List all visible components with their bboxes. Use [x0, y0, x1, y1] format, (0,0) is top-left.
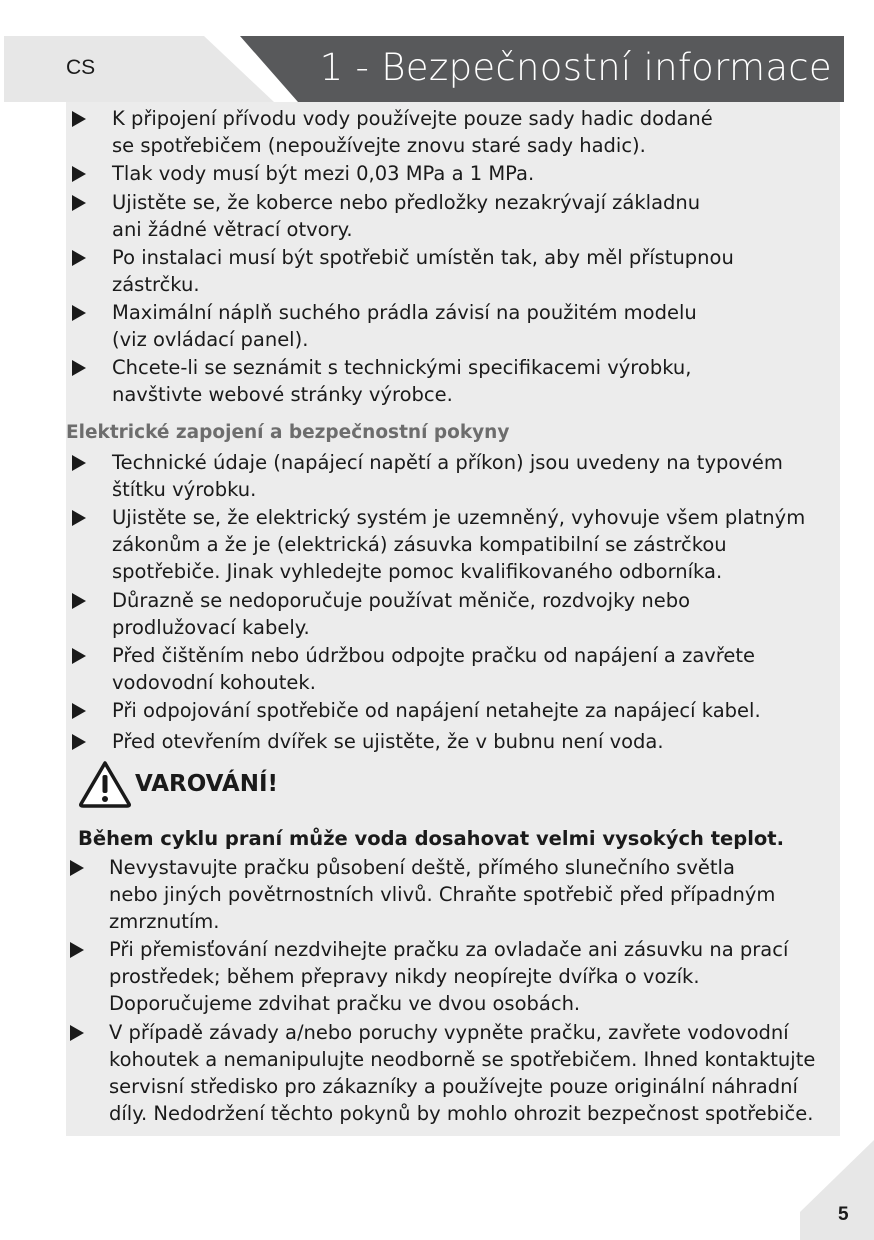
bullet-icon [72, 455, 86, 471]
list-item-line: V případě závady a/nebo poruchy vypněte pračku, zavřete vodovodní [109, 1021, 789, 1044]
list-item-line: Nevystavujte pračku působení deště, přímého slunečního světla [109, 856, 735, 879]
list-item-line: Chcete-li se seznámit s technickými specifikacemi výrobku, [112, 356, 692, 379]
list-item-line: K připojení přívodu vody používejte pouze sady hadic dodané [112, 107, 713, 130]
page-corner [800, 1140, 874, 1240]
list-item-line: prostředek; během přepravy nikdy neopírejte dvířka o vozík. [109, 965, 700, 988]
list-item-line: Doporučujeme zdvihat pračku ve dvou osobách. [109, 992, 581, 1015]
bullet-icon [72, 250, 86, 266]
list-item-line: Před otevřením dvířek se ujistěte, že v bubnu není voda. [112, 730, 664, 753]
list-item-line: Technické údaje (napájecí napětí a příkon) jsou uvedeny na typovém [112, 451, 783, 474]
list-item-line: Při přemisťování nezdvihejte pračku za ovladače ani zásuvku na prací [109, 938, 789, 961]
list-item-line: zmrznutím. [109, 910, 220, 933]
bullet-icon [72, 734, 86, 750]
list-item-line: nebo jiných povětrnostních vlivů. Chraňte spotřebič před případným [109, 883, 776, 906]
bullet-icon [72, 305, 86, 321]
warning-note: Během cyklu praní může voda dosahovat velmi vysokých teplot. [78, 827, 785, 850]
list-item-line: Maximální náplň suchého prádla závisí na použitém modelu [112, 301, 697, 324]
section-heading: Elektrické zapojení a bezpečnostní pokyny [66, 422, 510, 443]
bullet-icon [72, 703, 86, 719]
list-item-line: díly. Nedodržení těchto pokynů by mohlo ohrozit bezpečnost spotřebiče. [109, 1102, 814, 1125]
list-item-line: spotřebiče. Jinak vyhledejte pomoc kvalifikovaného odborníka. [112, 560, 723, 583]
list-item-line: ani žádné větrací otvory. [112, 218, 353, 241]
list-item-line: prodlužovací kabely. [112, 616, 310, 639]
list-item-line: navštivte webové stránky výrobce. [112, 383, 453, 406]
bullet-icon [72, 111, 86, 127]
list-item-line: zástrčku. [112, 273, 200, 296]
list-item-line: Důrazně se nedoporučuje používat měniče, rozdvojky nebo [112, 589, 691, 612]
list-item-line: Před čištěním nebo údržbou odpojte pračku od napájení a zavřete [112, 644, 756, 667]
language-tab [4, 36, 274, 102]
language-code: CS [66, 56, 96, 79]
page-title: 1 - Bezpečnostní informace [319, 46, 832, 89]
list-item-line: vodovodní kohoutek. [112, 671, 316, 694]
warning-icon [78, 760, 132, 808]
list-item-line: Při odpojování spotřebiče od napájení netahejte za napájecí kabel. [112, 699, 761, 722]
bullet-icon [72, 166, 86, 182]
list-item-line: Po instalaci musí být spotřebič umístěn tak, aby měl přístupnou [112, 246, 734, 269]
bullet-icon [72, 195, 86, 211]
bullet-icon [72, 360, 86, 376]
list-item-line: se spotřebičem (nepoužívejte znovu staré sady hadic). [112, 134, 646, 157]
list-item-line: Tlak vody musí být mezi 0,03 MPa a 1 MPa. [112, 162, 535, 185]
list-item-line: Ujistěte se, že elektrický systém je uzemněný, vyhovuje všem platným [112, 506, 806, 529]
list-item-line: zákonům a že je (elektrická) zásuvka kompatibilní se zástrčkou [112, 533, 727, 556]
list-item-line: (viz ovládací panel). [112, 328, 309, 351]
bullet-icon [72, 648, 86, 664]
list-item-line: servisní středisko pro zákazníky a používejte pouze originální náhradní [109, 1075, 798, 1098]
page-number: 5 [838, 1204, 849, 1225]
warning-title: VAROVÁNÍ! [135, 771, 279, 797]
bullet-icon [72, 593, 86, 609]
list-item-line: štítku výrobku. [112, 478, 257, 501]
bullet-icon [70, 942, 84, 958]
bullet-icon [70, 1025, 84, 1041]
list-item-line: Ujistěte se, že koberce nebo předložky nezakrývají základnu [112, 191, 701, 214]
bullet-icon [70, 860, 84, 876]
bullet-icon [72, 510, 86, 526]
list-item-line: kohoutek a nemanipulujte neodborně se spotřebičem. Ihned kontaktujte [109, 1048, 816, 1071]
